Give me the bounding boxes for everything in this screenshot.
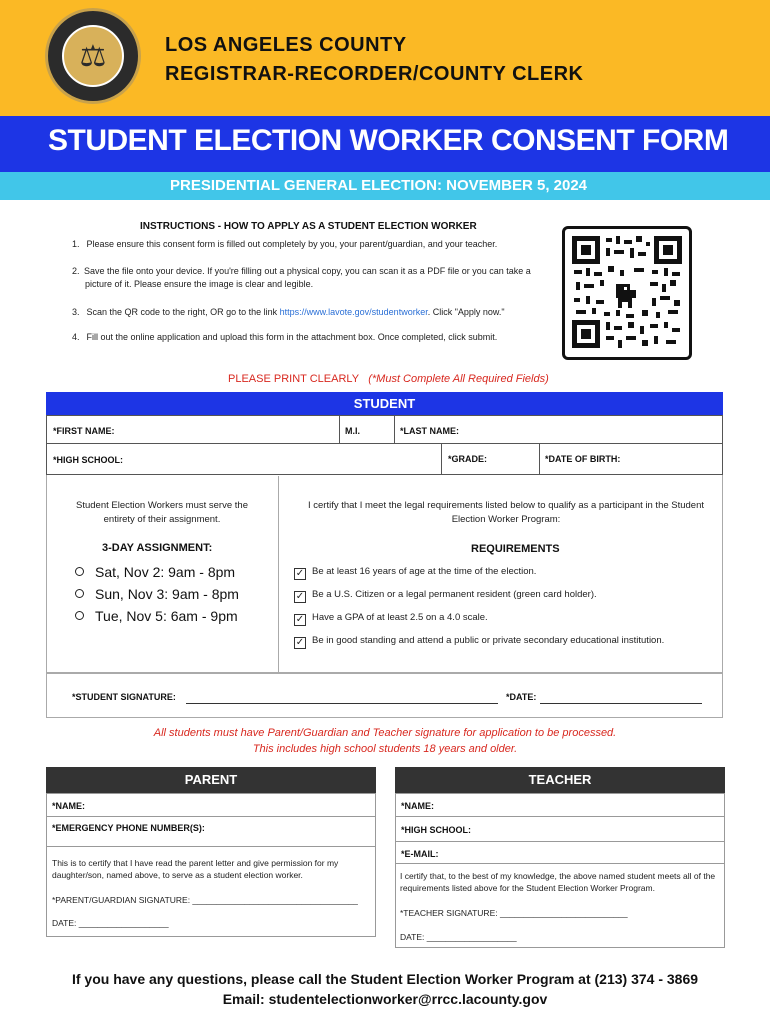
assignment-slot[interactable] (75, 586, 239, 602)
form-title: STUDENT ELECTION WORKER CONSENT FORM (48, 124, 729, 157)
signature-notice-line1: All students must have Parent/Guardian and Teacher signature for application to be processed. (153, 727, 617, 739)
seal-center: ⚖ (62, 25, 124, 87)
instruction-item-4 (72, 331, 542, 344)
parent-section-header: PARENT (46, 767, 376, 793)
requirement-text: Be in good standing and attend a public or private secondary educational institution. (312, 635, 665, 646)
circle-bullet-icon (75, 611, 84, 620)
instruction-text: Fill out the online application and upload this form in the attachment box. Once completed, click submit. (86, 332, 498, 342)
teacher-section-header: TEACHER (395, 767, 725, 793)
checked-box-icon: ✓ (295, 591, 305, 602)
requirement-item[interactable] (294, 612, 488, 626)
slot-label: Tue, Nov 5: 6am - 9pm (95, 608, 238, 624)
instruction-number: 2. (72, 266, 80, 276)
slot-label: Sun, Nov 3: 9am - 8pm (95, 586, 239, 602)
teacher-email-label: *E-MAIL: (401, 849, 439, 859)
serve-note: Student Election Workers must serve the entirety of their assignment. (76, 500, 248, 525)
qr-code-icon[interactable] (562, 226, 692, 360)
signature-notice-line2: This includes high school students 18 years and older. (252, 743, 518, 755)
print-clearly-text: PLEASE PRINT CLEARLY (228, 373, 360, 385)
checked-box-icon: ✓ (295, 568, 305, 579)
teacher-email-field[interactable] (395, 842, 725, 864)
student-date-label: *DATE: (506, 692, 537, 702)
parent-date-line[interactable]: DATE: ___________________ (52, 918, 169, 928)
teacher-school-label: *HIGH SCHOOL: (401, 825, 472, 835)
checked-box-icon: ✓ (295, 614, 305, 625)
requirements-title: REQUIREMENTS (471, 543, 560, 555)
dob-field[interactable] (540, 444, 723, 475)
slot-label: Sat, Nov 2: 9am - 8pm (95, 564, 236, 580)
qr-code-graphic (572, 236, 682, 348)
county-seal-icon (45, 8, 141, 104)
parent-consent-text: This is to certify that I have read the parent letter and give permission for my daughter/son, named above, to serve as a student election worker. (52, 858, 339, 880)
teacher-name-field[interactable] (395, 793, 725, 817)
emergency-phone-field[interactable] (46, 817, 376, 847)
instruction-number: 3. (72, 307, 80, 317)
instructions-title: INSTRUCTIONS - HOW TO APPLY AS A STUDENT ELECTION WORKER (140, 221, 477, 232)
org-name-line2: REGISTRAR-RECORDER/COUNTY CLERK (165, 63, 584, 85)
assignment-slot[interactable] (75, 608, 238, 624)
instruction-text: Please ensure this consent form is filled out completely by you, your parent/guardian, and your teacher. (86, 239, 498, 249)
mi-label: M.I. (345, 426, 360, 436)
last-name-label: *LAST NAME: (400, 426, 459, 436)
footer-phone: If you have any questions, please call the Student Election Worker Program at (213) 374 - 3869 (71, 971, 699, 987)
instruction-item-1 (72, 238, 542, 251)
emergency-phone-label: *EMERGENCY PHONE NUMBER(S): (52, 823, 205, 833)
first-name-label: *FIRST NAME: (53, 426, 115, 436)
student-section-header: STUDENT (46, 392, 723, 415)
print-clearly-note (228, 373, 549, 385)
circle-bullet-icon (75, 589, 84, 598)
student-signature-line[interactable] (186, 703, 498, 704)
certify-note: I certify that I meet the legal requirements listed below to qualify as a participant in the Student Election Worker Program: (307, 500, 705, 525)
teacher-date-line[interactable]: DATE: ___________________ (400, 932, 517, 942)
grade-label: *GRADE: (448, 454, 488, 464)
high-school-field[interactable] (46, 444, 442, 475)
teacher-school-field[interactable] (395, 817, 725, 842)
grade-field[interactable] (442, 444, 540, 475)
requirement-text: Be a U.S. Citizen or a legal permanent resident (green card holder). (312, 589, 597, 600)
student-date-line[interactable] (540, 703, 702, 704)
instruction-number: 4. (72, 332, 80, 342)
high-school-label: *HIGH SCHOOL: (53, 455, 124, 465)
parent-name-field[interactable] (46, 793, 376, 817)
circle-bullet-icon (75, 567, 84, 576)
instruction-item-2 (72, 265, 542, 291)
teacher-certify-text: I certify that, to the best of my knowledge, the above named student meets all of the requirements listed above for the Student Election Worker Program. (400, 871, 716, 893)
election-title: PRESIDENTIAL GENERAL ELECTION: NOVEMBER 5, 2024 (170, 177, 588, 194)
instruction-text: Scan the QR code to the right, OR go to the link (86, 307, 280, 317)
middle-initial-field[interactable] (340, 415, 395, 444)
instruction-item-3 (72, 306, 542, 319)
parent-name-label: *NAME: (52, 801, 85, 811)
studentworker-link[interactable]: https://www.lavote.gov/studentworker (279, 307, 428, 317)
instruction-text: . Click "Apply now." (427, 307, 505, 317)
requirement-item[interactable] (294, 635, 664, 649)
footer-email[interactable]: Email: studentelectionworker@rrcc.lacounty.gov (222, 991, 548, 1007)
first-name-field[interactable] (46, 415, 340, 444)
requirement-item[interactable] (294, 566, 536, 580)
assignment-title: 3-DAY ASSIGNMENT: (102, 542, 213, 554)
required-fields-note: (*Must Complete All Required Fields) (368, 373, 549, 385)
dob-label: *DATE OF BIRTH: (545, 454, 621, 464)
org-name-line1: LOS ANGELES COUNTY (165, 34, 407, 56)
teacher-name-label: *NAME: (401, 801, 434, 811)
instruction-number: 1. (72, 239, 80, 249)
column-divider (278, 476, 279, 672)
instruction-text: Save the file onto your device. If you're filling out a physical copy, you can scan it as a PDF file or you can take a picture of it. Please ensure the image is clear and legible. (84, 266, 531, 289)
requirement-item[interactable] (294, 589, 597, 603)
parent-signature-line[interactable]: *PARENT/GUARDIAN SIGNATURE: ___________________________________ (52, 895, 358, 905)
assignment-slot[interactable] (75, 564, 235, 580)
requirement-text: Be at least 16 years of age at the time of the election. (312, 566, 537, 577)
student-signature-label: *STUDENT SIGNATURE: (72, 692, 176, 702)
teacher-signature-line[interactable]: *TEACHER SIGNATURE: ___________________________ (400, 908, 628, 918)
last-name-field[interactable] (395, 415, 723, 444)
requirement-text: Have a GPA of at least 2.5 on a 4.0 scale. (312, 612, 488, 623)
checked-box-icon: ✓ (295, 637, 305, 648)
